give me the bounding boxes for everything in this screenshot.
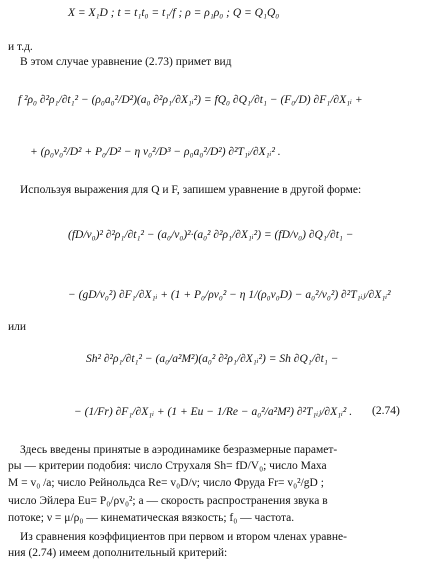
paragraph-1-line-4: число Эйлера Eu= P₀/ρv₀²; a — скорость распространения звука в (8, 495, 328, 507)
paragraph-1-line-5: потоке; ν = μ/ρ₀ — кинематическая вязкость; f₀ — частота. (8, 512, 295, 524)
equation-273-line-2: + (ρ₀v₀²/D² + P₀/D² − η v₀²/D³ − ρ₀a₀²/D²) ∂²T₁ᵢ/∂X₁ᵢ² . (30, 146, 281, 158)
paragraph-1-line-3: M = v₀ /a; число Рейнольдса Re= v₀D/ν; число Фруда Fr= v₀²/gD ; (8, 477, 324, 489)
or-text: или (8, 321, 27, 333)
definitions-line: X = X₁D ; t = t₁t₀ = t₁/f ; ρ = ρ₁ρ₀ ; Q = Q₁Q₀ (68, 7, 280, 19)
equation-alt-line-2: − (gD/v₀²) ∂F₁/∂X₁ᵢ + (1 + P₀/ρv₀² − η 1/(ρ₀v₀D) − a₀²/v₀²) ∂²T₁ᵢⱼ/∂X₁ᵢ² (68, 289, 391, 301)
equation-alt-line-1: (fD/v₀)² ∂²ρ₁/∂t₁² − (a₀/v₀)²·(a₀² ∂²ρ₁/∂X₁ᵢ²) = (fD/v₀) ∂Q₁/∂t₁ − (68, 229, 354, 241)
intro-text-1: В этом случае уравнение (2.73) примет вид (20, 56, 232, 68)
paragraph-2-line-1: Из сравнения коэффициентов при первом и втором членах уравне- (20, 531, 347, 543)
equation-274-line-1: Sh² ∂²ρ₁/∂t₁² − (a₀/a²M²)(a₀² ∂²ρ₁/∂X₁ᵢ²) = Sh ∂Q₁/∂t₁ − (86, 353, 339, 365)
paragraph-1-line-1: Здесь введены принятые в аэродинамике безразмерные парамет- (20, 444, 338, 456)
equation-274-line-2: − (1/Fr) ∂F₁/∂X₁ᵢ + (1 + Eu − 1/Re − a₀²/a²M²) ∂²T₁ᵢⱼ/∂X₁ᵢ² . (74, 406, 353, 418)
etc-text: и т.д. (8, 41, 33, 53)
paragraph-2-line-2: ния (2.74) имеем дополнительный критерий: (8, 547, 228, 559)
equation-number: (2.74) (372, 405, 400, 417)
paragraph-1-line-2: ры — критерии подобия: число Струхаля Sh= fD/V₀; число Маха (8, 460, 327, 472)
equation-273-line-1: f ²ρ₀ ∂²ρ₁/∂t₁² − (ρ₀a₀²/D²)(a₀ ∂²ρ₁/∂X₁ᵢ²) = fQ₀ ∂Q₁/∂t₁ − (F₀/D) ∂F₁/∂X₁ᵢ + (18, 94, 363, 106)
intro-text-2: Используя выражения для Q и F, запишем уравнение в другой форме: (20, 184, 362, 196)
